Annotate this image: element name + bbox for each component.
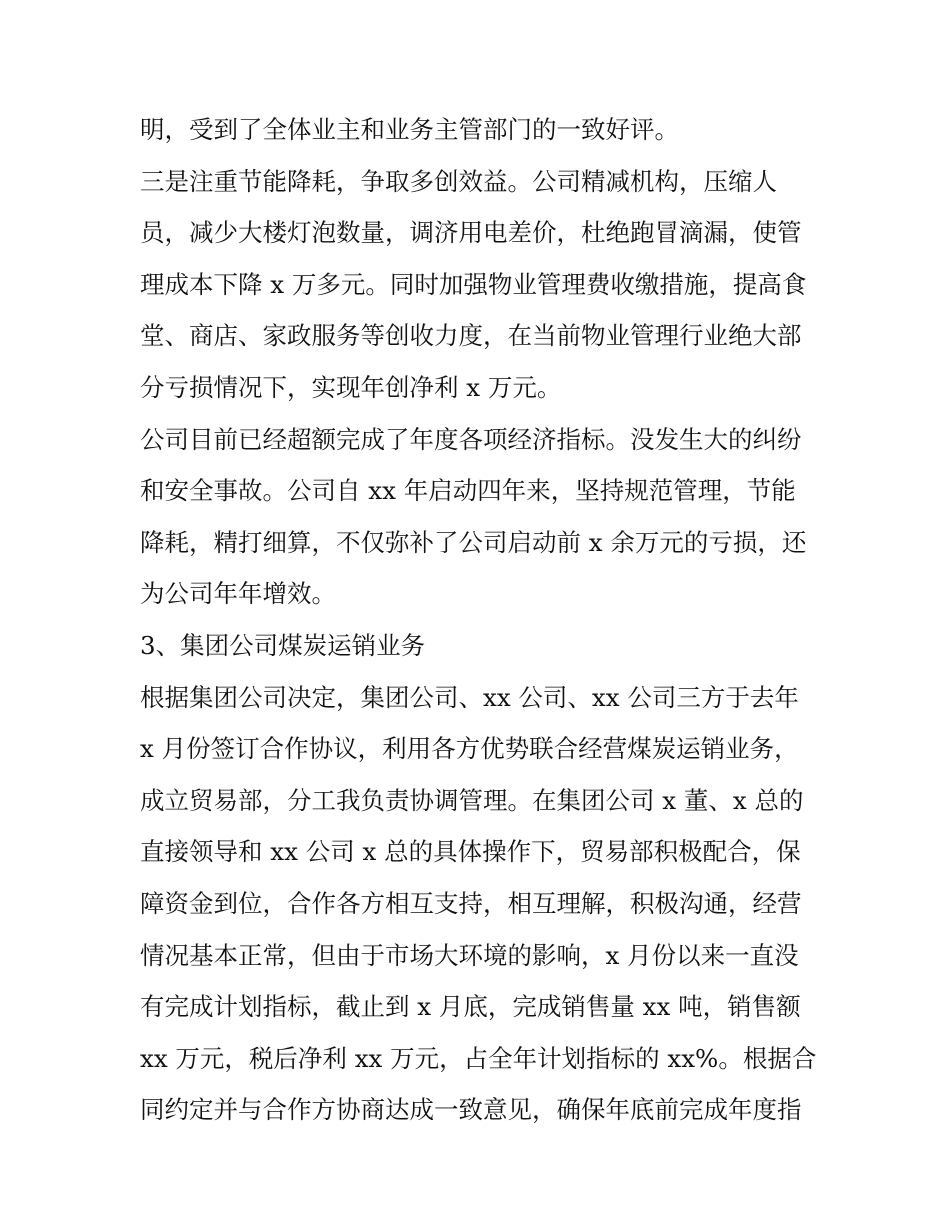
text-line: 员，减少大楼灯泡数量，调济用电差价，杜绝跑冒滴漏，使管: [140, 218, 802, 248]
text-line: 堂、商店、家政服务等创收力度，在当前物业管理行业绝大部: [140, 321, 802, 351]
text-line: 分亏损情况下，实现年创净利 x 万元。: [140, 372, 562, 402]
text-line: 直接领导和 xx 公司 x 总的具体操作下，贸易部积极配合，保: [140, 837, 801, 867]
section-heading: 3、集团公司煤炭运销业务: [140, 630, 426, 660]
text-line: 理成本下降 x 万多元。同时加强物业管理费收缴措施，提高食: [140, 269, 807, 299]
body-text: [140, 104, 820, 1136]
text-line: 根据集团公司决定，集团公司、xx 公司、xx 公司三方于去年: [140, 682, 799, 712]
text-line: 同约定并与合作方协商达成一致意见，确保年底前完成年度指: [140, 1095, 802, 1125]
text-line: 降耗，精打细算，不仅弥补了公司启动前 x 余万元的亏损，还: [140, 527, 807, 557]
text-line: 和安全事故。公司自 xx 年启动四年来，坚持规范管理，节能: [140, 476, 796, 506]
text-line: 明，受到了全体业主和业务主管部门的一致好评。: [140, 115, 679, 144]
text-line: 成立贸易部，分工我负责协调管理。在集团公司 x 董、x 总的: [140, 785, 804, 815]
text-line: 情况基本正常，但由于市场大环境的影响，x 月份以来一直没: [140, 940, 799, 970]
text-line: 三是注重节能降耗，争取多创效益。公司精减机构，压缩人: [140, 166, 777, 196]
text-line: 有完成计划指标，截止到 x 月底，完成销售量 xx 吨，销售额: [140, 992, 801, 1022]
text-line: 障资金到位，合作各方相互支持，相互理解，积极沟通，经营: [140, 888, 802, 918]
text-line: 公司目前已经超额完成了年度各项经济指标。没发生大的纠纷: [140, 424, 802, 454]
text-line: 为公司年年增效。: [140, 579, 336, 609]
text-line: x 月份签订合作协议，利用各方优势联合经营煤炭运销业务，: [140, 734, 799, 764]
text-line: xx 万元，税后净利 xx 万元，占全年计划指标的 xx%。根据合: [140, 1043, 817, 1073]
